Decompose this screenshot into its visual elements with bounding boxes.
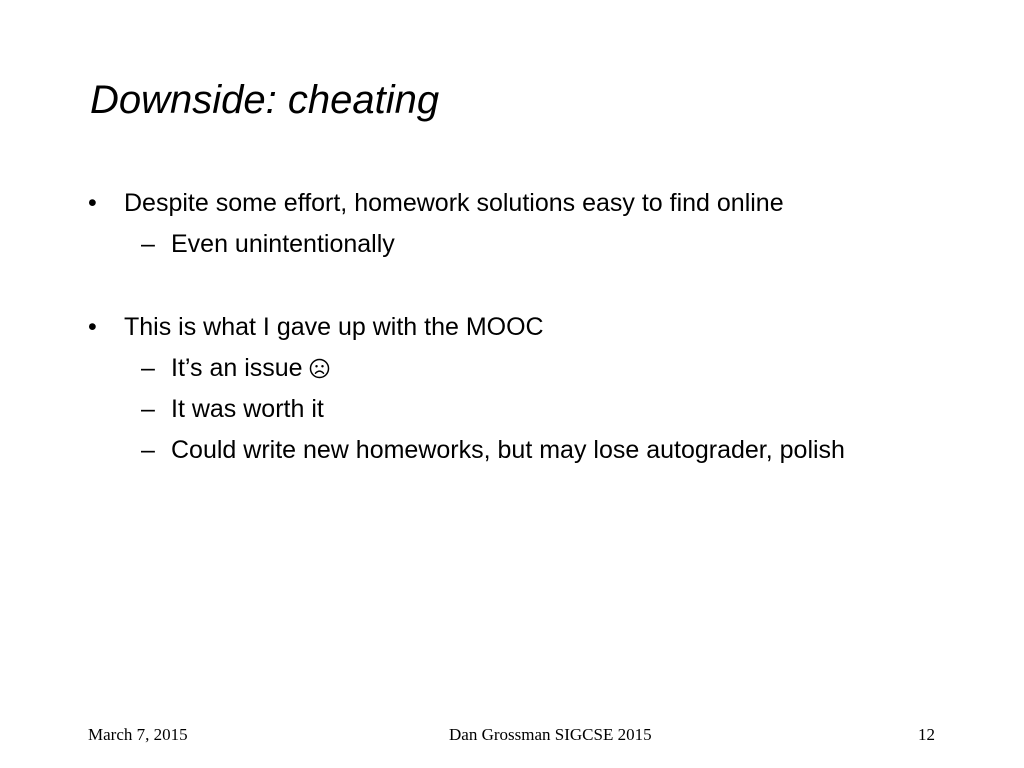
footer-date: March 7, 2015 [88,725,188,744]
bullet-marker: • [88,313,97,341]
sub-bullet-text: It was worth it [171,395,324,423]
dash-marker: – [141,354,155,382]
bullet-text: This is what I gave up with the MOOC [124,313,544,341]
dash-marker: – [141,230,155,258]
dash-marker: – [141,436,155,464]
sub-bullet-text: Even unintentionally [171,230,395,258]
sub-bullet-content [171,351,330,388]
footer-center-text: Dan Grossman SIGCSE 2015 [449,725,652,744]
sub-bullet-text: It’s an issue [171,354,303,382]
bullet-text: Despite some effort, homework solutions easy to find online [124,189,784,217]
dash-marker: – [141,395,155,423]
sub-bullet-text: Could write new homeworks, but may lose autograder, polish [171,436,845,464]
footer-page-number: 12 [918,725,935,744]
bullet-marker: • [88,189,97,217]
frowning-face-icon [309,354,330,388]
slide-title: Downside: cheating [90,78,440,122]
